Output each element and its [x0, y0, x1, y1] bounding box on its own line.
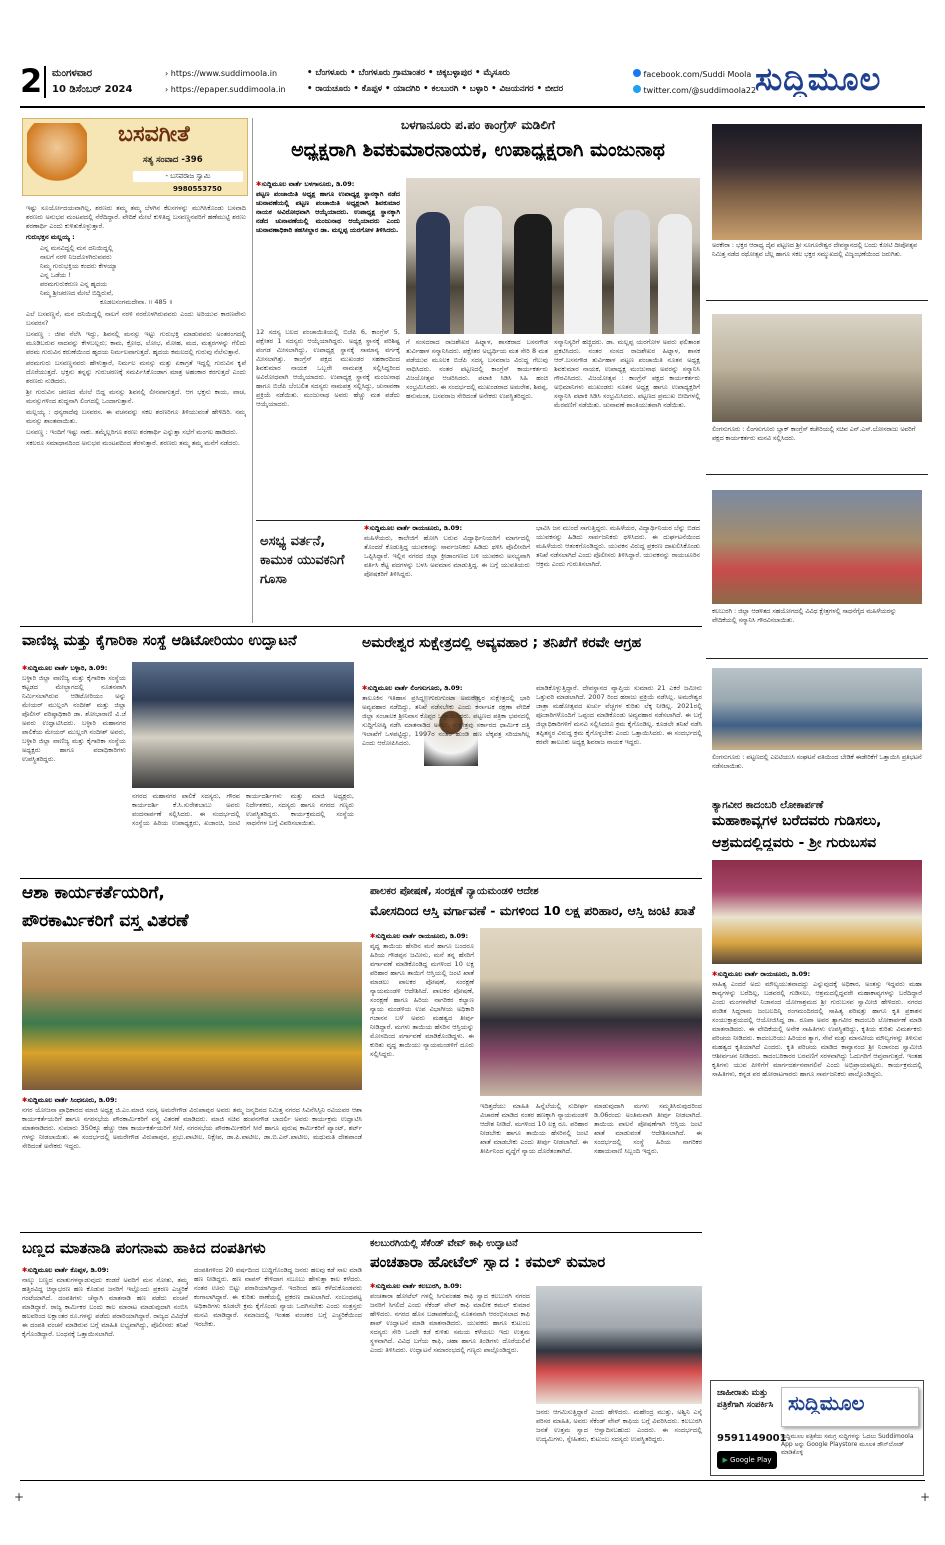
- article-byline: ✱ಸುದ್ದಿಮೂಲ ವಾರ್ತೆ ಲಿಂಗಸುಗೂರು, ಡಿ.09:: [362, 684, 463, 692]
- person-figure: [614, 210, 650, 334]
- newspaper-thumbnail: [781, 1387, 919, 1427]
- article-headline: ವಾಣಿಜ್ಯ ಮತ್ತು ಕೈಗಾರಿಕಾ ಸಂಸ್ಥೆ ಆಡಿಟೋರಿಯಂ ಉದ್ಘಾಟನೆ: [22, 634, 297, 649]
- article-lead: ಪಟ್ಟಣ ಪಂಚಾಯಿತಿ ಅಧ್ಯಕ್ಷ ಹಾಗೂ ಉಪಾಧ್ಯಕ್ಷ ಸ್ಥಾನಕ್ಕಾಗಿ ನಡೆದ ಚುನಾವಣೆಯಲ್ಲಿ ಪಟ್ಟಣ ಪಂಚಾಯಿತಿ ಅಧ್ಯಕ್ಷರಾಗಿ ಶಿವಕುಮಾರ ನಾಯಕ ಅವಿರೋಧವಾಗಿ ಆಯ್ಕೆಯಾದರು. ಉಪಾಧ್ಯಕ್ಷ ಸ್ಥಾನಕ್ಕಾಗಿ ನಡೆದ ಚುನಾವಣೆಯಲ್ಲಿ ಮಂಜುನಾಥ ಆಯ್ಕೆಯಾದರು ಎಂದು ಚುನಾವಣಾಧಿಕಾರಿ ತಹಸೀಲ್ದಾರ ಡಾ. ಮಲ್ಲಪ್ಪ ಯರಗೋಳ ತಿಳಿಸಿದರು.: [256, 190, 400, 234]
- page-number-divider: [44, 66, 46, 98]
- basavanna-portrait: [27, 123, 87, 193]
- person-figure: [564, 208, 602, 334]
- districts-row-2: • ರಾಯಚೂರು • ಕೊಪ್ಪಳ • ಯಾದಗಿರಿ • ಕಲಬುರಗಿ • ಬಳ್ಳಾರಿ • ವಿಜಯನಗರ • ಬೀದರ: [307, 84, 564, 94]
- star-icon: ✱: [370, 932, 376, 940]
- article-amareshwara: [362, 630, 702, 875]
- vachana-line: ಕೂಡಲಸಂಗಮದೇವಾ. ॥ 485 ॥: [100, 298, 173, 306]
- auditorium-photo: [132, 662, 354, 788]
- article-headline: ಮಹಾಕಾವ್ಯಗಳ ಬರೆದವರು ಗುಡಿಸಲು,: [712, 814, 882, 829]
- photo-caption: ಕಲಬುರಗಿ : ಜಿಲ್ಲಾ ಆಡಳಿತದ ಸಹಯೋಗದಲ್ಲಿ ವಿವಿಧ ಕ್ಷೇತ್ರಗಳಲ್ಲಿ ಸಾಧನೆಗೈದ ಮಹಿಳೆಯರನ್ನು ವೇದಿಕೆಯಲ್ಲಿ ಸನ್ಮಾನಿಸಿ ಗೌರವಿಸಲಾಯಿತು.: [712, 608, 897, 624]
- section-heading: ಗುರುಭಕ್ತನ ಮಲ್ಲಯ್ಯ :: [26, 233, 75, 241]
- star-icon: ✱: [370, 1282, 376, 1290]
- paragraph: ಬಸವಣ್ಣ : ಜೀವ ನೆಲೆಸಿ ಇದ್ದು, ಶಿವನಲ್ಲಿ ಮನಸ್ಸು ಇಟ್ಟು ಗುರುಭಕ್ತಿ ಮಾಡುವವರು ಅಂತರಂಗದಲ್ಲಿ ಮೂಡಿಬರುವ ನಾದವನ್ನು ಕೇಳಬಲ್ಲರು; ಕಾಮ, ಕ್ರೋಧ, ಲೋಭ, ಮೋಹ, ಮದ, ಮತ್ಸರಗಳನ್ನು ಗೆಲಿದು ಪರಮ ಗುರುವಿನ ಕರುಣೆಯಿಂದ ಹೃದಯ ನಿರ್ಮಲವಾಗುತ್ತದೆ. ಹೃದಯ ಕಮಲದಲ್ಲಿ ಗುರುವು ನೆಲೆಸುತ್ತಾನೆ.: [26, 330, 246, 356]
- person-figure: [658, 214, 692, 334]
- app-text: ಸುದ್ದಿಮೂಲ ಪತ್ರಿಕೆಯ ಸಮಗ್ರ ಸುದ್ದಿಗಳನ್ನು ಓದಲು Suddimoola App ಅನ್ನು Google Playstore ಮೂಲಕ ಡೌನ್‌ಲೋಡ್ ಮಾಡಿಕೊಳ್ಳಿ: [781, 1433, 914, 1456]
- article-kicker: ತ್ಯಾಗವೀರ ಕಾದಂಬರಿ ಲೋಕಾರ್ಪಣೆ: [712, 800, 824, 811]
- article-headline: ಅಸಭ್ಯ ವರ್ತನೆ, ಕಾಮುಕ ಯುವಕನಿಗೆ ಗೂಸಾ: [260, 534, 345, 587]
- festival-photo: [712, 124, 922, 240]
- felicitation-photo: [712, 490, 922, 604]
- article-column: ಮಾಡುವುದಾಗಿ ಮಗಳು ಸಮ್ಮತಿಸಿರುವುದರಿಂದ ಡಿ.06ರಂದು ಅಂತಿಮವಾಗಿ ತೀರ್ಪು ನೀಡಲಾಗಿದೆ. ತಾಯಿಯ ಪಾಲನೆ ಪೋಷಣೆಗಾಗಿ ಆಸ್ತಿಯ ಜಂಟಿ ಖಾತೆ ಮಾಡುವಂತೆ ಆದೇಶಿಸಲಾಗಿದೆ. ಈ ಸಂದರ್ಭದಲ್ಲಿ ಸಂಸ್ಥೆ ಹಿರಿಯ ನಾಗರಿಕರ ಸಹಾಯವಾಣಿ ಸಿಬ್ಬಂದಿ ಇದ್ದರು.: [594, 1102, 702, 1155]
- vachana-line: ಎನ್ನ ಮನವಿದ್ದಲ್ಲಿ ಮನ ದನಿಯಿದ್ದಲ್ಲಿ: [40, 244, 113, 252]
- section-rule: [256, 520, 700, 521]
- paragraph: ಎಲೆ ಬಸವಣ್ಣನೆ, ಮನ ದನಿಯಿದ್ದಲ್ಲಿ ನಾಲಗೆ ನರಳಿ ನರರೊಳಗಿರುವವರು ಎಂದು ಅರಿಯುವ ಕಾರಣವೇನು ಬಸವರಸ?: [26, 310, 246, 327]
- article-column: ಬಳ್ಳಾರಿ ಜಿಲ್ಲಾ ವಾಣಿಜ್ಯ ಮತ್ತು ಕೈಗಾರಿಕಾ ಸಂಸ್ಥೆಯ ಕಟ್ಟಡದ ಮೇಲ್ಭಾಗದಲ್ಲಿ ನೂತನವಾಗಿ ನಿರ್ಮಿಸಲಾಗಿರುವ ಆಡಿಟೋರಿಯಂ ಅನ್ನು ಮೇಯರ್ ಮುಲ್ಲಂಗಿ ನಂದೀಶ್ ಮತ್ತು ಜಿಲ್ಲಾ ಪೊಲೀಸ್ ವರಿಷ್ಠಾಧಿಕಾರಿ ಡಾ. ಶೋಭಾರಾಣಿ ವಿ.ಜೆ ಅವರು ಉದ್ಘಾಟಿಸಿದರು. ಬಳ್ಳಾರಿ ಮಹಾನಗರ ಪಾಲಿಕೆಯ ಮೇಯರ್ ಮುಲ್ಲಂಗಿ ನಂದೀಶ್ ಅವರು, ಬಳ್ಳಾರಿ ಜಿಲ್ಲಾ ವಾಣಿಜ್ಯ ಮತ್ತು ಕೈಗಾರಿಕಾ ಸಂಸ್ಥೆಯ ಅಧ್ಯಕ್ಷರು ಹಾಗೂ ಪದಾಧಿಕಾರಿಗಳು ಉಪಸ್ಥಿತರಿದ್ದರು.: [22, 674, 126, 763]
- google-play-badge[interactable]: ▶ Google Play: [717, 1451, 777, 1469]
- photo-caption: ಅರಕೇರಾ : ಭಕ್ತರ ಆರಾಧ್ಯ ದೈವ ಪಟ್ಟಣದ ಶ್ರೀ ಸೂಗೂರೇಶ್ವರ ದೇವಸ್ಥಾನದಲ್ಲಿ ಬಂದು ಕೋಟಿ ದೀಪೋತ್ಸವ ನಿಮಿತ್ತ ನಡೆದ ರಥೋತ್ಸವ ಬೆಲ್ಲ ಹಾಗೂ ಸಕಲ ಭಕ್ತರ ಸಮ್ಮುಖದಲ್ಲಿ ವಿಜೃಂಭಣೆಯಿಂದ ಜರುಗಿತು.: [712, 242, 918, 258]
- twitter-link[interactable]: twitter.com/@suddimoola22: [633, 85, 756, 95]
- protest-photo: [712, 668, 922, 750]
- crop-mark: +: [920, 1490, 931, 1504]
- star-icon: ✱: [712, 970, 718, 978]
- article-headline: ಆಶ್ರಮದಲ್ಲಿದ್ದವರು - ಶ್ರೀ ಗುರುಬಸವ: [712, 836, 877, 851]
- page-number: 2: [20, 64, 43, 100]
- photo-caption: ಲಿಂಗಸುಗೂರು : ಪಟ್ಟಣದಲ್ಲಿ ಎಐಟಿಯುಸಿ ಸಂಘಟನೆ ವತಿಯಿಂದ ಬೇಡಿಕೆ ಈಡೇರಿಕೆಗೆ ಒತ್ತಾಯಿಸಿ ಪ್ರತಿಭಟನೆ ನಡೆಸಲಾಯಿತು.: [712, 754, 922, 770]
- masthead: [20, 62, 925, 104]
- article-headline: ಪಂಚತಾರಾ ಹೋಟೆಲ್ ಸ್ವಾದ : ಕಮಲ್ ಕುಮಾರ: [370, 1254, 606, 1271]
- article-headline: ಆಶಾ ಕಾರ್ಯಕರ್ತೆಯರಿಗೆ,: [22, 884, 165, 903]
- vachana-line: ನಿಮ್ಮ ಗುರುಭಕ್ತಿಯ ಕಂದರು ಕೇಳಯ್ಯಾ: [40, 262, 118, 270]
- article-headline: ಮೋಸದಿಂದ ಆಸ್ತಿ ವರ್ಗಾವಣೆ - ಮಗಳಿಂದ 10 ಲಕ್ಷ ಪರಿಹಾರ, ಆಸ್ತಿ ಜಂಟಿ ಖಾತೆ: [370, 904, 695, 918]
- facebook-link[interactable]: facebook.com/Suddi Moola: [633, 69, 751, 79]
- paragraph: ಶ್ರೀ ಗುರುವಿನ ಚರಣದ ಮೇಲೆ ಬಿದ್ದ ಮನಸ್ಸು ಶಿವನಲ್ಲಿ ಲೀನವಾಗುತ್ತದೆ. ಆಗ ಭಕ್ತನು ಕಾಯ, ವಾಚ, ಮನಸ್ಸುಗಳಿಂದ ಶುದ್ಧನಾಗಿ ಲಿಂಗದಲ್ಲಿ ಒಂದಾಗುತ್ತಾನೆ.: [26, 388, 246, 405]
- masthead-rule: [20, 106, 925, 108]
- article-column: ನಾಲ್ಕು ಬಣ್ಣದ ಮಾತುಗಳನ್ನಾಡುವುದು ಕಂಡರೆ ಅವರಿಗೆ ಮನ ಸೋತು, ತಮ್ಮ ಹತ್ತಿರವಿದ್ದ ಚಿನ್ನಾಭರಣ ಹಣ ಕೊಡುವ ಜನರಿಗೆ ಇಲ್ಲೊಂದು ಪ್ರಕರಣ ಎಚ್ಚರಿಕೆ ಗಂಟೆಯಾಗಿದೆ. ದಂಪತಿಗಳು ಚೆನ್ನಾಗಿ ಮಾತನಾಡಿ ಹಣ ಪಡೆದು ವಂಚನೆ ಮಾಡಿದ್ದಾರೆ. ರಾಜ್ಯ ಕಾರ್ಮಿಕರ ಬಂದು ಕಾಲ ಮಾರಾಟ ಮಾಡುವುದಾಗಿ ನಂಬಿಸಿ ಹಲವರಿಂದ ಲಕ್ಷಾಂತರ ರೂ.ಗಳನ್ನು ಪಡೆದು ಪರಾರಿಯಾಗಿದ್ದಾರೆ. ರಾಜ್ಯದ ವಿವಿಧೆಡೆ ಈ ದಂಪತಿ ವಂಚನೆ ಮಾಡಿರುವ ಬಗ್ಗೆ ಮಾಹಿತಿ ಲಭ್ಯವಾಗಿದ್ದು, ಪೊಲೀಸರು ತನಿಖೆ ಕೈಗೊಂಡಿದ್ದಾರೆ. ಬಂಧನಕ್ಕೆ ಒತ್ತಾಯಿಸಲಾಗಿದೆ.: [22, 1276, 188, 1338]
- ad-phone[interactable]: 9591149001: [717, 1433, 787, 1444]
- article-headline: ಅಧ್ಯಕ್ಷರಾಗಿ ಶಿವಕುಮಾರನಾಯಕ, ಉಪಾಧ್ಯಕ್ಷರಾಗಿ ಮಂಜುನಾಥ: [291, 140, 665, 161]
- star-icon: ✱: [364, 524, 370, 532]
- vachana-line: ನಾಲಗೆ ನರಳಿ ನಿಜದೊಳಗಿರುವವರು: [40, 253, 112, 261]
- photo-caption: ಲಿಂಗಸುಗೂರು : ಲಿಂಗಸುಗೂರು ಬ್ಲಾಕ್ ಕಾಂಗ್ರೆಸ್ ಕಚೇರಿಯಲ್ಲಿ ಸಚಿವ ಎನ್.ಎಸ್.ಬೋಸರಾಜು ಅವರಿಗೆ ಪಕ್ಷದ ಕಾರ್ಯಕರ್ತರು ಮನವಿ ಸಲ್ಲಿಸಿದರು.: [712, 426, 916, 442]
- article-mahakavya: [706, 798, 928, 1318]
- star-icon: ✱: [256, 180, 262, 188]
- person-figure: [514, 214, 552, 334]
- section-rule: [706, 300, 928, 301]
- cafe-photo: [536, 1286, 702, 1404]
- article-column: ಗೆ ಸಂಸದರಾದ ರಾಜಶೇಖರ ಹಿಟ್ನಾಳ, ಶಾಸಕರಾದ ಬಸನಗೌಡ ತುರ್ವಿಹಾಳ ಸನ್ಮಾನಿಸಿದರು. ಪಕ್ಷೇತರ ಅಭ್ಯರ್ಥಿಯ ಮತ ಸೇರಿ 8 ಮತ ಪಡೆಯುವ ಮೂಲಕ ಬಿಜೆಪಿ ಸದಸ್ಯ ಬಸವರಾಜ ವಿರುದ್ಧ ಗೆಲುವು ಸಾಧಿಸಿದರು. ನಂತರ ಪಟ್ಟಣದಲ್ಲಿ ಕಾಂಗ್ರೆಸ್ ಕಾರ್ಯಕರ್ತರು ವಿಜಯೋತ್ಸವ ಆಚರಿಸಿದರು. ಪಟಾಕಿ ಸಿಡಿಸಿ ಸಿಹಿ ಹಂಚಿ ಸಂಭ್ರಮಿಸಿದರು. ಈ ಸಂದರ್ಭದಲ್ಲಿ ಮುಖಂಡರಾದ ಅಮರೇಶ, ಶಿವಪ್ಪ, ಹನುಮಂತ, ಬಸವರಾಜ ಸೇರಿದಂತೆ ಅನೇಕರು ಉಪಸ್ಥಿತರಿದ್ದರು.: [406, 338, 548, 400]
- article-byline: ✱ಸುದ್ದಿಮೂಲ ವಾರ್ತೆ ಕೊಪ್ಪಳ, ಡಿ.09:: [22, 1266, 109, 1274]
- article-column: ವೃದ್ಧ ತಾಯಿಯ ಹೆಸರಿನ ಮನೆ ಹಾಗೂ ಬಂದರೂ ಹಿರಿಯ ಗೌಡಪ್ಪನ ಜಮೀನು, ಮನೆ ತನ್ನ ಹೆಸರಿಗೆ ವರ್ಗಾವಣೆ ಮಾಡಿಕೊಂಡಿದ್ದ ಮಗಳಿಂದ 10 ಲಕ್ಷ ಪರಿಹಾರ ಹಾಗೂ ತಾಯಿಗೆ ಆಸ್ತಿಯಲ್ಲಿ ಜಂಟಿ ಖಾತೆ ಮಾಡಲು ಪಾಲಕರ ಪೋಷಣೆ, ಸಂರಕ್ಷಣೆ ನ್ಯಾಯಮಂಡಳಿ ಆದೇಶಿಸಿದೆ. ಪಾಲಕರ ಪೋಷಣೆ, ಸಂರಕ್ಷಣೆ ಹಾಗೂ ಹಿರಿಯ ನಾಗರಿಕರ ಕಲ್ಯಾಣ ನ್ಯಾಯ ಮಂಡಳಿಯ ಉಪ ವಿಭಾಗೀಯ ಅಧಿಕಾರಿ ಗಜಾನನ ಬಳೆ ಅವರು ಮಹತ್ವದ ತೀರ್ಪು ನೀಡಿದ್ದಾರೆ. ಮಗಳು ತಾಯಿಯ ಹೆಸರಿನ ಆಸ್ತಿಯನ್ನು ಮೋಸದಿಂದ ವರ್ಗಾವಣೆ ಮಾಡಿಕೊಂಡಿದ್ದಳು. ಈ ಕುರಿತು ವೃದ್ಧ ತಾಯಿಯು ನ್ಯಾಯಮಂಡಳಿಗೆ ದೂರು ಸಲ್ಲಿಸಿದ್ದರು.: [370, 942, 474, 1058]
- article-column: ಜನರು ಆಗಮಿಸುತ್ತಿದ್ದಾರೆ ಎಂದು ಹೇಳಿದರು. ಮಹೇಂದ್ರ ಮುತ್ತು, ಅಶ್ವಿನಿ ಎಸ್ಕೆ ಪರಿಸರ ಮಾಹಿತಿ, ಅವರು ಸೆಕೆಂಡ್ ವೇವ್ ಕಾಫಿಯ ಬಗ್ಗೆ ವಿವರಿಸಿದರು. ಕಲಬುರಗಿ ಜನತೆ ಉತ್ತಮ ಸ್ವಾದ ಆಸ್ವಾದಿಸಬಹುದು ಎಂದರು. ಈ ಸಂದರ್ಭದಲ್ಲಿ ಉದ್ಯಮಿಗಳು, ಸ್ನೇಹಿತರು, ಕುಟುಂಬ ಸದಸ್ಯರು ಉಪಸ್ಥಿತರಿದ್ದರು.: [536, 1408, 702, 1443]
- vachana-block: [26, 244, 246, 307]
- ad-box: [710, 1380, 924, 1476]
- facebook-icon: [633, 69, 641, 77]
- article-column: ತಾಲೂಕಿನ ಇತಿಹಾಸ ಪ್ರಸಿದ್ಧ ಗುರುಗುಂಟಾ ಅಮರೇಶ್ವರ ಸುಕ್ಷೇತ್ರದಲ್ಲಿ ಭಾರಿ ಅವ್ಯವಹಾರ ನಡೆದಿದ್ದು, ತನಿಖೆ ನಡೆಸಬೇಕು ಎಂದು ಕರ್ನಾಟಕ ರಕ್ಷಣಾ ವೇದಿಕೆ ಜಿಲ್ಲಾ ಸಂಚಾಲಕ ಶ್ರೀನಿವಾಸ ಕೊಪ್ಪರ ಒತ್ತಾಯಿಸಿದರು. ಪಟ್ಟಣದ ಪತ್ರಿಕಾ ಭವನದಲ್ಲಿ ಸುದ್ದಿಗೋಷ್ಠಿ ನಡೆಸಿ ಮಾತನಾಡಿದ ಅವರು, ಸುಕ್ಷೇತ್ರವು ಸರ್ಕಾರದ ಧಾರ್ಮಿಕ ದತ್ತಿ ಇಲಾಖೆಗೆ ಒಳಪಟ್ಟಿದ್ದು, 1997ರ ನಂತರ ಹುಂಡಿ ಹಣ ಲೆಕ್ಕಪತ್ರ ಸರಿಯಾಗಿಲ್ಲ ಎಂದು ಆರೋಪಿಸಿದರು.: [362, 694, 530, 747]
- article-fraud: [22, 1236, 362, 1476]
- chevron-icon: ›: [165, 69, 171, 78]
- star-icon: ✱: [22, 1266, 28, 1274]
- article-byline: ✱ಸುದ್ದಿಮೂಲ ವಾರ್ತೆ ಬಳ್ಳಾರಿ, ಡಿ.09:: [22, 664, 108, 672]
- basavageethe-author: - ಬಸವರಾಜ ಸ್ವಾಮಿ: [133, 171, 243, 182]
- section-rule: [706, 474, 928, 475]
- book-launch-photo: [712, 860, 922, 964]
- article-column: ಸನ್ಮಾನಿಸ್ಯರಿಗೆ ಹಚ್ಚಿದರು. ಡಾ. ಮಲ್ಲಪ್ಪ ಯರಗೋಳ ಅವರು ಫಲಿತಾಂಶ ಪ್ರಕಟಿಸಿದರು. ನಂತರ ಸಂಸದ ರಾಜಶೇಖರ ಹಿಟ್ನಾಳ, ಶಾಸಕ ಆರ್.ಬಸನಗೌಡ ತುರ್ವಿಹಾಳ ಪಟ್ಟಣ ಪಂಚಾಯಿತಿ ನೂತನ ಅಧ್ಯಕ್ಷ ಶಿವಕುಮಾರ ನಾಯಕ, ಉಪಾಧ್ಯಕ್ಷ ಮಂಜುನಾಥ ಅವರನ್ನು ಸನ್ಮಾನಿಸಿ ಗೌರವಿಸಿದರು. ವಿಜಯೋತ್ಸವ : ಕಾಂಗ್ರೆಸ್ ಪಕ್ಷದ ಕಾರ್ಯಕರ್ತರು ಅಭಿಮಾನಿಗಳು ಮುಖಂಡರು ನೂತನ ಅಧ್ಯಕ್ಷ ಹಾಗೂ ಉಪಾಧ್ಯಕ್ಷರಿಗೆ ಸನ್ಮಾನಿಸಿ ಪಟಾಕಿ ಸಿಡಿಸಿ ಸಂಭ್ರಮಿಸಿದರು. ಪಟ್ಟಣದ ಪ್ರಮುಖ ಬೀದಿಗಳಲ್ಲಿ ಮೆರವಣಿಗೆ ನಡೆಯಿತು. ಚುನಾವಣೆ ಶಾಂತಿಯುತವಾಗಿ ನಡೆಯಿತು.: [554, 338, 700, 409]
- newspaper-thumbnail-logo: ಸುದ್ದಿಮೂಲ: [788, 1392, 865, 1414]
- basavageethe-column: [22, 118, 248, 618]
- article-body: ನಗರ ಯೋಜನಾ ಪ್ರಾಧಿಕಾರದ ಮಾಜಿ ಅಧ್ಯಕ್ಷ ಜಿ.ಎಂ.ಮಾಜಿ ಸದಸ್ಯ ಅಮರೇಗೌಡ ವಿರುಪಾಪುರ ಅವರು ತಮ್ಮ ಜನ್ಮದಿನದ ನಿಮಿತ್ತ ನಗರದ ಸಿವಿನೆಸಿಸ್ಸಿನಿ ರವಿಯವರ ಆಶಾ ಕಾರ್ಯಕರ್ತೆಯರಿಗೆ ಹಾಗೂ ನಗರಸಭೆಯ ಪೌರಕಾರ್ಮಿಕರಿಗೆ ವಸ್ತ್ರ ವಿತರಣೆ ಮಾಡಿದರು. ಮಾಜಿ ಸಚಿವ ಹಂಪನಗೌಡ ಬಾದರ್ಲಿ ಅವರು ಕಾರ್ಯಕ್ರಮ ಉದ್ಘಾಟಿಸಿ ಮಾತನಾಡಿದರು. ಸುಮಾರು 350ಕ್ಕೂ ಹೆಚ್ಚು ಆಶಾ ಕಾರ್ಯಕರ್ತೆಯರಿಗೆ ಸೀರೆ, ನಗರಸಭೆಯ ಪೌರಕಾರ್ಮಿಕರಿಗೆ ಸೀರೆ ಹಾಗೂ ಪುರುಷ ಕಾರ್ಮಿಕರಿಗೆ ಪ್ಯಾಂಟ್, ಶರ್ಟ್ ಗಳನ್ನು ನೀಡಲಾಯಿತು. ಈ ಸಂದರ್ಭದಲ್ಲಿ ಅಮರೇಗೌಡ ವಿರುಪಾಪುರ, ಪ್ರಭು.ಪಾಟೀಲ, ನಿಕ್ಷೇಪ, ಡಾ.ಪಿ.ಪಾಟೀಲ, ಡಾ.ಬಿ.ಎನ್.ಪಾಟೀಲ, ಮಧುಮತಿ ದೇಶಪಾಂಡೆ ಸೇರಿದಂತೆ ಅನೇಕರು ಇದ್ದರು.: [22, 1106, 362, 1150]
- article-column: ಭಾವಿಸಿ ಜನ ಮುಂದೆ ಸಾಗುತ್ತಿದ್ದರು. ಮಹಿಳೆಯರ, ವಿದ್ಯಾರ್ಥಿನಿಯರ ಬೆನ್ನು ಬಿಡದ ಯುವಕನನ್ನು ಹಿಡಿದು ಸಾರ್ವಜನಿಕರು ಥಳಿಸಿದರು. ಈ ದುರ್ಘಟನೆಯಿಂದ ಮಹಿಳೆಯರು ಆತಂಕಗೊಂಡಿದ್ದರು. ಯುವಕನ ವಿರುದ್ಧ ಪ್ರಕರಣ ದಾಖಲಿಸಿಕೊಂಡು ತನಿಖೆ ನಡೆಸಲಾಗಿದೆ ಎಂದು ಪೊಲೀಸರು ತಿಳಿಸಿದ್ದಾರೆ. ಯುವಕನನ್ನು ರಾಯಚೂರಿನ ಆಕ್ರಮ ಎಂದು ಗುರುತಿಸಲಾಗಿದೆ.: [536, 524, 700, 568]
- districts-row-1: • ಬೆಂಗಳೂರು • ಬೆಂಗಳೂರು ಗ್ರಾಮಾಂತರ • ಚಿಕ್ಕಬಳ್ಳಾಪುರ • ಮೈಸೂರು: [307, 68, 510, 78]
- article-byline: ✱ಸುದ್ದಿಮೂಲ ವಾರ್ತೆ ಸಿಂಧನೂರು, ಡಿ.09:: [22, 1096, 118, 1104]
- article-asha: [22, 882, 362, 1228]
- article-column: ಮಾಡಿಕೊಳ್ಳುತ್ತಿದ್ದಾರೆ. ದೇವಸ್ಥಾನದ ವ್ಯಾಪ್ತಿಯ ಸುಮಾರು 21 ಎಕರೆ ಜಮೀನು ಒತ್ತುವರಿ ಮಾಡಲಾಗಿದೆ. 2007 ರಿಂದ ಹರಾಜು ಪ್ರಕ್ರಿಯೆ ನಡೆಸಿಲ್ಲ. ಅಮರೇಶ್ವರ ಜಾತ್ರಾ ಮಹೋತ್ಸವದ ಖರ್ಚು ವೆಚ್ಚಗಳ ಕುರಿತು ಲೆಕ್ಕ ನೀಡಿಲ್ಲ. 2021ರಲ್ಲಿ ಪೂಜಾರಿಗಳೊಂದಿಗೆ ಒಪ್ಪಂದ ಮಾಡಿಕೊಂಡು ಅವ್ಯವಹಾರ ನಡೆಸಲಾಗಿದೆ. ಈ ಬಗ್ಗೆ ಜಿಲ್ಲಾಧಿಕಾರಿಗಳಿಗೆ ಮನವಿ ಸಲ್ಲಿಸಿದರೂ ಕ್ರಮ ಕೈಗೊಂಡಿಲ್ಲ. ಕೂಡಲೇ ತನಿಖೆ ನಡೆಸಿ ತಪ್ಪಿತಸ್ಥರ ವಿರುದ್ಧ ಕ್ರಮ ಕೈಗೊಳ್ಳಬೇಕು ಎಂದು ಒತ್ತಾಯಿಸಿದರು. ಈ ಸಂದರ್ಭದಲ್ಲಿ ಕರವೇ ತಾಲೂಕು ಅಧ್ಯಕ್ಷ ಶಿವರಾಜ ನಾಯಕ ಇದ್ದರು.: [536, 684, 702, 746]
- article-kicker: ಬಳಗಾನೂರು ಪ.ಪಂ ಕಾಂಗ್ರೆಸ್ ಮಡಿಲಿಗೆ: [401, 118, 555, 132]
- play-store-icon: ▶: [722, 1456, 731, 1464]
- article-byline: ✱ಸುದ್ದಿಮೂಲ ವಾರ್ತೆ ಬಳಗಾನೂರು, ಡಿ.09:: [256, 180, 355, 188]
- person-figure: [416, 212, 450, 334]
- article-kicker: ಪಾಲಕರ ಪೋಷಣೆ, ಸಂರಕ್ಷಣೆ ನ್ಯಾಯಮಂಡಳಿ ಆದೇಶ: [370, 886, 539, 897]
- day-label: ಮಂಗಳವಾರ: [52, 68, 93, 79]
- vachana-line: ಎನ್ನ ಒಡೆಯ !: [40, 271, 71, 279]
- article-byline: ✱ಸುದ್ದಿಮೂಲ ವಾರ್ತೆ ಕಲಬುರಗಿ, ಡಿ.09:: [370, 1282, 462, 1290]
- article-column: ಇದಿತ್ತದೆಯು ಮಾಹಿತಿ ಹಿನ್ನೆಲೆಯಲ್ಲಿ ಸುದೀರ್ಘ ವಿಚಾರಣೆ ಮಾಡಿದ ನಂತರ ಹಣಕ್ಕಾಗಿ ನ್ಯಾಯಮಂಡಳಿ ಆದೇಶ ನೀಡಿದೆ. ಮಗಳಿಂದ 10 ಲಕ್ಷ ರೂ. ಪರಿಹಾರ ನೀಡಬೇಕು ಹಾಗೂ ತಾಯಿಯ ಹೆಸರಿನಲ್ಲಿ ಜಂಟಿ ಖಾತೆ ಮಾಡಬೇಕು ಎಂದು ತೀರ್ಪು ನೀಡಲಾಗಿದೆ. ಈ ತೀರ್ಪಿನಿಂದ ವೃದ್ಧೆಗೆ ನ್ಯಾಯ ದೊರೆತಂತಾಗಿದೆ.: [480, 1102, 588, 1155]
- web-link-2[interactable]: › https://epaper.suddimoola.in: [165, 85, 286, 94]
- paragraph: ಪರಮಗುರು ಬಸವಣ್ಣನವರು ಹೇಳುತ್ತಾರೆ, ನಿರ್ಮಲ ಮನಸ್ಸು ಮತ್ತು ಏಕಾಗ್ರತೆ ಇದ್ದಲ್ಲಿ ಗುರುವಿನ ಕೃಪೆ ದೊರೆಯುತ್ತದೆ. ಭಕ್ತನು ತನ್ನನ್ನು ಗುರುಚರಣಕ್ಕೆ ಸಮರ್ಪಿಸಿಕೊಂಡಾಗ ಮಾತ್ರ ಅಹಂಕಾರ ಕರಗುತ್ತದೆ ಎಂದು ಶರಣರು ನುಡಿದರು.: [26, 359, 246, 385]
- congress-photo: [406, 178, 700, 334]
- article-column: 12 ಸದಸ್ಯ ಬಲದ ಪಂಚಾಯಿತಿಯಲ್ಲಿ ಬಿಜೆಪಿ 6, ಕಾಂಗ್ರೆಸ್ 5, ಪಕ್ಷೇತರ 1 ಸದಸ್ಯರು ಆಯ್ಕೆಯಾಗಿದ್ದರು. ಅಧ್ಯಕ್ಷ ಸ್ಥಾನಕ್ಕೆ ಪರಿಶಿಷ್ಟ ಪಂಗಡ ಮೀಸಲಾಗಿದ್ದು, ಉಪಾಧ್ಯಕ್ಷ ಸ್ಥಾನಕ್ಕೆ ಸಾಮಾನ್ಯ ವರ್ಗಕ್ಕೆ ಮೀಸಲಾಗಿತ್ತು. ಕಾಂಗ್ರೆಸ್ ಪಕ್ಷದ ಮುಖಂಡರ ಸಹಕಾರದಿಂದ ಶಿವಕುಮಾರ ನಾಯಕ ಒಬ್ಬರೇ ನಾಮಪತ್ರ ಸಲ್ಲಿಸಿದ್ದರಿಂದ ಅವಿರೋಧವಾಗಿ ಆಯ್ಕೆಯಾದರು. ಉಪಾಧ್ಯಕ್ಷ ಸ್ಥಾನಕ್ಕೆ ಮಂಜುನಾಥ ಹಾಗೂ ಬಿಜೆಪಿ ಬೆಂಬಲಿತ ಸದಸ್ಯರು ನಾಮಪತ್ರ ಸಲ್ಲಿಸಿದ್ದು, ಚುನಾವಣಾ ಪ್ರಕ್ರಿಯೆ ನಡೆಯಿತು. ಮಂಜುನಾಥ ಅವರು ಹೆಚ್ಚು ಮತ ಪಡೆದು ಆಯ್ಕೆಯಾದರು.: [256, 328, 400, 408]
- star-icon: ✱: [22, 664, 28, 672]
- intro-paragraph: ಇಷ್ಟು ಸೂರ್ಯೋದಯವಾಗಿಲ್ಲ, ಶರಣರು ತಮ್ಮ ತಮ್ಮ ಬೆಳಗಿನ ಕೆಲಸಗಳನ್ನು ಮುಗಿಸಿಕೊಂಡು ಬಸವಾದಿ ಶರಣರು ಅನುಭವ ಮಂಟಪದಲ್ಲಿ ನೆರೆದಿದ್ದಾರೆ. ವೇದಿಕೆ ಮೇಲೆ ಕುಳಿತಿದ್ದ ಬಸವಣ್ಣನವರಿಗೆ ಹಣೆಮುಟ್ಟಿ ಶರಣು ಶರಣಾರ್ಥಿ ಎಂದು ಕುಳಿತುಕೊಳ್ಳುತ್ತಾರೆ.: [26, 204, 246, 230]
- person-figure: [464, 206, 502, 334]
- section-rule: [20, 1232, 702, 1233]
- column-divider: [252, 118, 253, 623]
- article-byline: ✱ಸುದ್ದಿಮೂಲ ವಾರ್ತೆ ರಾಯಚೂರು, ಡಿ.09:: [364, 524, 463, 532]
- article-auditorium: [22, 630, 354, 875]
- article-byline: ✱ಸುದ್ದಿಮೂಲ ವಾರ್ತೆ ರಾಯಚೂರು, ಡಿ.09:: [712, 970, 811, 978]
- web-link-1[interactable]: › https://www.suddimoola.in: [165, 69, 278, 78]
- tribunal-photo: [480, 928, 702, 1096]
- paragraph: ಮಲ್ಲಯ್ಯ : ಧನ್ಯರಾದೆವು ಬಸವರಸ. ಈ ವಚನವನ್ನು ಸಕಲ ಶರಣರಿಗೂ ತಿಳಿಯುವಂತೆ ಹೇಳಿದಿರಿ. ನಮ್ಮ ಮನಸ್ಸು ಶಾಂತವಾಯಿತು.: [26, 408, 246, 425]
- bottom-rule: [20, 1480, 925, 1481]
- section-rule: [20, 626, 702, 627]
- article-property: [370, 882, 702, 1228]
- article-headline: ಪೌರಕಾರ್ಮಿಕರಿಗೆ ವಸ್ತ್ರ ವಿತರಣೆ: [22, 912, 189, 931]
- date-label: 10 ಡಿಸೆಂಬರ್ 2024: [52, 84, 133, 95]
- star-icon: ✱: [362, 684, 368, 692]
- twitter-icon: [633, 85, 641, 93]
- distribution-photo: [22, 942, 362, 1090]
- crop-mark: +: [14, 1490, 25, 1504]
- basavageethe-subtitle: ಸತ್ಯ ಸಂವಾದ -396: [143, 155, 203, 165]
- article-column: ಮಹಿಳೆಯರು, ಕಾಲೇಜಿಗೆ ಹೋಗಿ ಬರುವ ವಿದ್ಯಾರ್ಥಿನಿಯರಿಗೆ ಮಾರ್ಗದಲ್ಲಿ ತೊಂದರೆ ಕೊಡುತ್ತಿದ್ದ ಯುವಕನನ್ನು ಸಾರ್ವಜನಿಕರು ಹಿಡಿದು ಥಳಿಸಿ ಪೊಲೀಸರಿಗೆ ಒಪ್ಪಿಸಿದ್ದಾರೆ. ಇಲ್ಲಿನ ನಗರದ ಜಿಲ್ಲಾ ಕ್ರೀಡಾಂಗಣದ ಬಳಿ ಯುವಕನು ಅಸಭ್ಯವಾಗಿ ವರ್ತಿಸಿ ಕೆಟ್ಟ ಪದಗಳನ್ನು ಬಳಸಿ ಅವಮಾನ ಮಾಡುತ್ತಿದ್ದ. ಈ ಬಗ್ಗೆ ಯುವತಿಯರು ಪೋಷಕರಿಗೆ ತಿಳಿಸಿದ್ದರು.: [364, 534, 530, 578]
- article-byline: ✱ಸುದ್ದಿಮೂಲ ವಾರ್ತೆ ರಾಯಚೂರು, ಡಿ.09:: [370, 932, 469, 940]
- paragraph: ಬಸವಣ್ಣ : ಇಂದಿಗೆ ಇಷ್ಟು ಸಾಕು. ತಮ್ಮೆಲ್ಲರಿಗೂ ಶರಣು ಶರಣಾರ್ಥಿ ಎನ್ನುತ್ತಾ ಸಭೆಗೆ ಮಂಗಲ ಹಾಡಿದರು.: [26, 428, 238, 436]
- article-headline: ಅಮರೇಶ್ವರ ಸುಕ್ಷೇತ್ರದಲ್ಲಿ ಅವ್ಯವಹಾರ ; ತನಿಖೆಗೆ ಕರವೇ ಆಗ್ರಹ: [362, 635, 642, 651]
- article-congress: [256, 114, 700, 514]
- article-column: ದಂಪತಿಗಳಿಂದ 20 ವರ್ಷದಿಂದ ಬುದ್ಧಿಗೊಂಡಿದ್ದ ಜನರು ಹಲವು ಕಡೆ ಸಾಲ ಮಾಡಿ ಹಣ ನೀಡಿದ್ದರು. ಹಣ ವಾಪಸ್ ಕೇಳಿದಾಗ ಸಬೂಬು ಹೇಳುತ್ತಾ ಕಾಲ ಕಳೆದರು. ನಂತರ ಊರು ಬಿಟ್ಟು ಪರಾರಿಯಾಗಿದ್ದಾರೆ. ಇದರಿಂದ ಹಣ ಕಳೆದುಕೊಂಡವರು ಕಂಗಾಲಾಗಿದ್ದಾರೆ. ಈ ಕುರಿತು ಠಾಣೆಯಲ್ಲಿ ಪ್ರಕರಣ ದಾಖಲಾಗಿದೆ. ಸಂಬಂಧಪಟ್ಟ ಅಧಿಕಾರಿಗಳು ಕೂಡಲೇ ಕ್ರಮ ಕೈಗೊಂಡು ನ್ಯಾಯ ಒದಗಿಸಬೇಕು ಎಂದು ಸಂತ್ರಸ್ತರು ಮನವಿ ಮಾಡಿದ್ದಾರೆ. ಸಮಾಜದಲ್ಲಿ ಇಂತಹ ವಂಚಕರ ಬಗ್ಗೆ ಎಚ್ಚರಿಕೆಯಿಂದ ಇರಬೇಕು.: [194, 1266, 362, 1328]
- basavageethe-body: [26, 204, 246, 614]
- article-body: ಸಾಹಿತ್ಯ ಎಂದರೆ ಅದು ಮೌಲ್ಯಯುತವಾದದ್ದು ಎನ್ನುವುದಕ್ಕೆ ಅಧಿಕಾರ, ಅಂತಸ್ತು ಇದ್ದವರು ಮಹಾ ಕಾವ್ಯಗಳನ್ನು ಬರೆದಿಲ್ಲ, ಬಡವರಲ್ಲಿ ಗುಡಿಸಲು, ಆಶ್ರಮದಲ್ಲಿದ್ದವರೇ ಮಹಾಕಾವ್ಯಗಳನ್ನು ಬರೆದಿದ್ದಾರೆ ಎಂದು ಮಂಗಳಪೇಟೆ ನಿಜಾನಂದ ಯೋಗಾಶ್ರಮದ ಶ್ರೀ ಗುರುಬಸವ ಸ್ವಾಮೀಜಿ ಹೇಳಿದರು. ನಗರದ ಪಂಡಿತ ಸಿದ್ದರಾಮ ಜಂಬಲದಿನ್ನಿ ರಂಗಮಂದಿರದಲ್ಲಿ ಸಾಹಿತ್ಯ ಪರಿಷತ್ತು ಹಾಗೂ ಕೃತಿ ಪ್ರಕಾಶನ ಸಂಯುಕ್ತಾಶ್ರಯದಲ್ಲಿ ಆಯೋಜಿಸಿದ್ದ ಡಾ. ರೂಪಾ ಅವರ ತ್ಯಾಗವೀರ ಕಾದಂಬರಿ ಲೋಕಾರ್ಪಣೆ ಮಾಡಿ ಮಾತನಾಡಿದರು. ಈ ವೇದಿಕೆಯಲ್ಲಿ ಅನೇಕ ಸಾಹಿತಿಗಳು ಉಪಸ್ಥಿತರಿದ್ದು, ಕೃತಿಯ ಕುರಿತು ವಿಮರ್ಶಕರು ಪರಿಚಯ ನೀಡಿದರು. ಕಾದಂಬರಿಯು ಹಿರಿಯರ ತ್ಯಾಗ, ಸೇವೆ ಮತ್ತು ಮಾನವೀಯ ಮೌಲ್ಯಗಳನ್ನು ತಿಳಿಸುವ ಮಹತ್ವದ ಕೃತಿಯಾಗಿದೆ ಎಂದರು. ಕೃತಿ ಪರಿಚಯ ಮಾಡಿದ ಕಾವ್ಯಾನಂದ ಶ್ರೀ ನಿಜಾನಂದ ಸ್ವಾಮೀಜಿ ಆಶೀರ್ವಚನ ನೀಡಿದರು. ಕಾದಂಬರಿಕಾರರ ಬರವಣಿಗೆ ಸರಳವಾಗಿದ್ದು ಓದುಗರಿಗೆ ಆಪ್ತವಾಗುತ್ತದೆ. ಇಂತಹ ಕೃತಿಗಳು ಯುವ ಪೀಳಿಗೆಗೆ ಮಾರ್ಗದರ್ಶನವಾಗಲಿವೆ ಎಂದು ಅಭಿಪ್ರಾಯಪಟ್ಟರು. ಕಾರ್ಯಕ್ರಮದಲ್ಲಿ ಸಾಹಿತಿಗಳು, ಕನ್ನಡ ಪರ ಹೋರಾಟಗಾರರು ಹಾಗೂ ಸಾರ್ವಜನಿಕರು ಪಾಲ್ಗೊಂಡಿದ್ದರು.: [712, 980, 922, 1078]
- newspaper-logo: ಸುದ್ದಿಮೂಲ: [755, 62, 882, 98]
- section-rule: [20, 878, 702, 879]
- star-icon: ✱: [22, 1096, 28, 1104]
- basavageethe-phone: 9980553750: [173, 185, 222, 193]
- article-column: ನಗರದ ಮಹಾನಗರ ಪಾಲಿಕೆ ಸದಸ್ಯರು, ಗೌರವ ಕಾರ್ಯದರ್ಶಿ ಕೆ.ಸಿ.ಸುರೇಶಬಾಬು ಅವರು ವಂದನಾರ್ಪಣೆ ಸಲ್ಲಿಸಿದರು. ಈ ಸಂದರ್ಭದಲ್ಲಿ ಸಂಸ್ಥೆಯ ಹಿರಿಯ ಉಪಾಧ್ಯಕ್ಷರು, ಖಜಾಂಚಿ, ಜಂಟಿ ಕಾರ್ಯದರ್ಶಿಗಳು ಮತ್ತು ಮಾಜಿ ಅಧ್ಯಕ್ಷರು, ನಿರ್ದೇಶಕರು, ಸದಸ್ಯರು ಹಾಗೂ ನಗರದ ಗಣ್ಯರು ಉಪಸ್ಥಿತರಿದ್ದರು. ಕಾರ್ಯಕ್ರಮದಲ್ಲಿ ಸಂಸ್ಥೆಯ ಸಾಧನೆಗಳ ಬಗ್ಗೆ ವಿವರಿಸಲಾಯಿತು.: [132, 792, 354, 827]
- vachana-line: ನಿಮ್ಮ ಶ್ರೀಚರಣದ ಮೇಲೆ ಬಿದ್ದಿರುವೆ,: [40, 289, 114, 297]
- article-hotel: [370, 1236, 702, 1476]
- article-obscene: [256, 520, 700, 622]
- article-headline: ಬಣ್ಣದ ಮಾತನಾಡಿ ಪಂಗನಾಮ ಹಾಕಿದ ದಂಪತಿಗಳು: [22, 1240, 266, 1257]
- vachana-line: ಪರಮಗುರುಕರುಣ ಎನ್ನ ಹೃದಯ: [40, 280, 108, 288]
- side-photo-column: [706, 114, 928, 794]
- ad-text: ಜಾಹೀರಾತು ಮತ್ತು ಪತ್ರಿಕೆಗಾಗಿ ಸಂಪರ್ಕಿಸಿ: [717, 1388, 774, 1410]
- article-column: ಪಂಚತಾರಾ ಹೋಟೆಲ್ ಗಳಲ್ಲಿ ಸಿಗುವಂತಹ ಕಾಫಿ ಸ್ವಾದ ಕಲಬುರಗಿ ನಗರದ ಜನರಿಗೆ ಸಿಗಲಿದೆ ಎಂದು ಸೆಕೆಂಡ್ ವೇವ್ ಕಾಫಿ ಮಾಲೀಕ ಕಮಲ್ ಕುಮಾರ ಹೇಳಿದರು. ನಗರದ ಹೊಸ ಬಡಾವಣೆಯಲ್ಲಿ ನೂತನವಾಗಿ ಆರಂಭಿಸಲಾದ ಕಾಫಿ ಶಾಪ್ ಉದ್ಘಾಟನೆ ಮಾಡಿ ಮಾತನಾಡಿದರು. ಯುವಕರು ಹಾಗೂ ಕುಟುಂಬ ಸದಸ್ಯರು ಸೇರಿ ಒಂದೇ ಕಡೆ ಕುಳಿತು ಸಮಯ ಕಳೆಯಲು ಇದು ಉತ್ತಮ ಸ್ಥಳವಾಗಿದೆ. ವಿವಿಧ ಬಗೆಯ ಕಾಫಿ, ಚಹಾ ಹಾಗೂ ತಿಂಡಿಗಳು ದೊರೆಯಲಿವೆ ಎಂದು ತಿಳಿಸಿದರು. ಉದ್ಘಾಟನೆ ಸಮಾರಂಭದಲ್ಲಿ ಗಣ್ಯರು ಪಾಲ್ಗೊಂಡಿದ್ದರು.: [370, 1292, 530, 1354]
- basavageethe-banner: [22, 118, 248, 196]
- section-rule: [706, 658, 928, 659]
- chevron-icon: ›: [165, 85, 171, 94]
- basavageethe-title: ಬಸವಗೀತೆ: [118, 123, 190, 147]
- meeting-photo: [712, 314, 922, 422]
- article-kicker: ಕಲಬುರಗಿಯಲ್ಲಿ ಸೆಕೆಂಡ್ ವೇವ್ ಕಾಫಿ ಉದ್ಘಾಟನೆ: [370, 1238, 518, 1249]
- paragraph: ಸಕಲರೂ ಸಮಾಧಾನದಿಂದ ಅನುಭವ ಮಂಟಪದಿಂದ ತೆರಳುತ್ತಾರೆ. ಶರಣರು ತಮ್ಮ ತಮ್ಮ ಮನೆಗೆ ನಡೆದರು.: [26, 439, 240, 447]
